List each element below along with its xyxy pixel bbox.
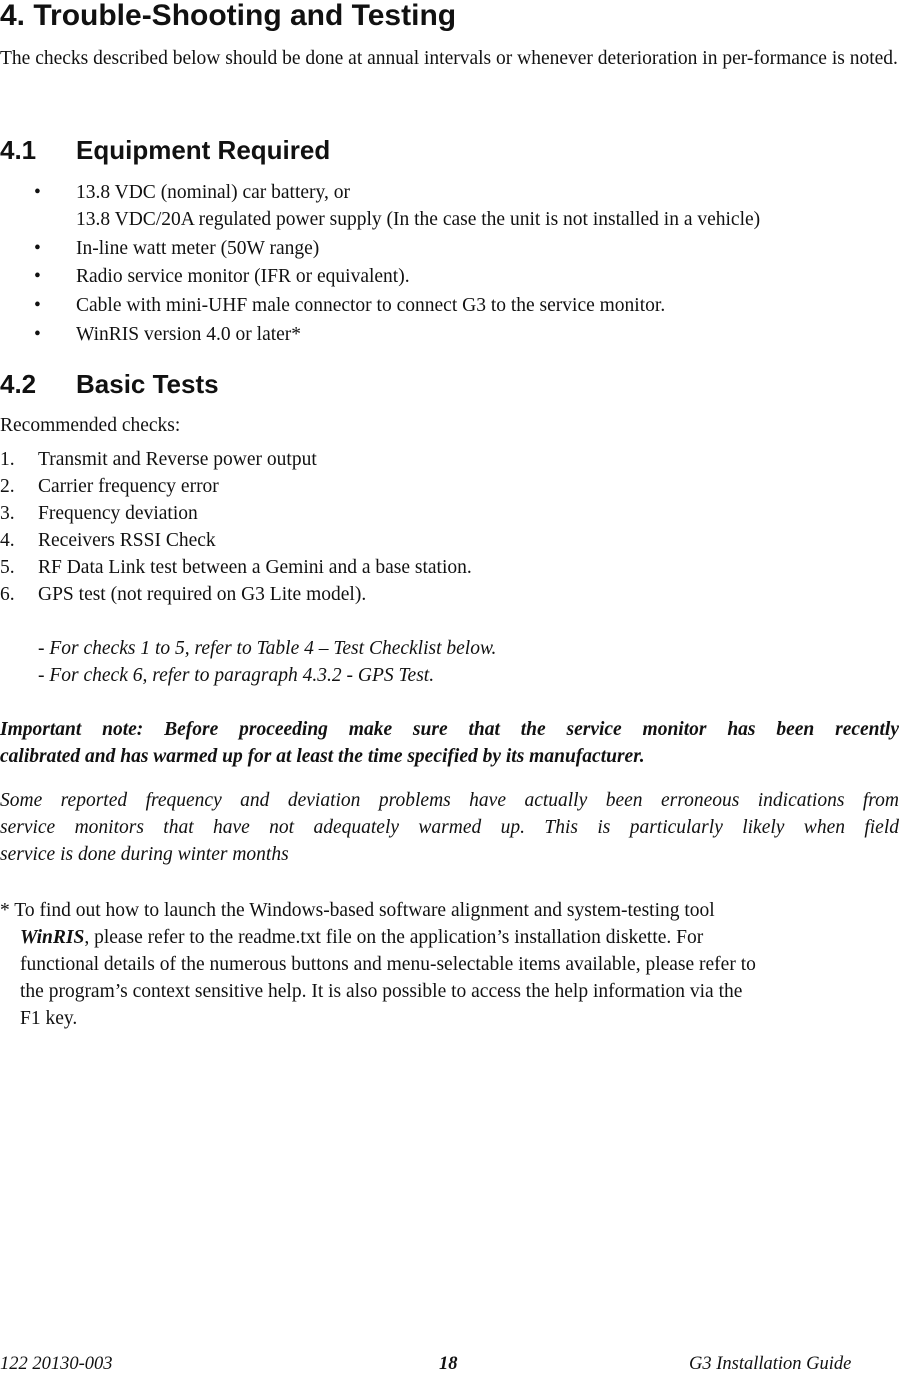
equipment-item-line: Cable with mini-UHF male connector to connect G3 to the service monitor. xyxy=(76,295,666,316)
page-title: 4. Trouble-Shooting and Testing xyxy=(0,0,457,32)
section-42-title: Basic Tests xyxy=(76,369,219,399)
check-number: 2. xyxy=(0,476,15,497)
section-42-heading xyxy=(0,368,219,400)
check-number: 5. xyxy=(0,557,15,578)
intro-paragraph xyxy=(0,45,899,72)
equipment-item-line: In-line watt meter (50W range) xyxy=(76,238,320,259)
important-note-line: Important note: Before proceeding make sure that the service monitor has been recently xyxy=(0,719,899,740)
footer-doc-number: 122 20130-003 xyxy=(0,1354,113,1374)
warmup-note-line: service is done during winter months xyxy=(0,844,289,865)
bullet-icon: • xyxy=(34,324,41,345)
check-item xyxy=(0,446,317,473)
footnote-line: the program’s context sensitive help. It is also possible to access the help information via the xyxy=(20,981,743,1002)
check-item xyxy=(0,500,198,527)
intro-text: The checks described below should be done at annual intervals or whenever deterioration in per-formance is noted. xyxy=(0,48,898,69)
footer-page-number: 18 xyxy=(439,1354,458,1374)
equipment-item-line: Radio service monitor (IFR or equivalent). xyxy=(76,266,410,287)
footer-guide-title: G3 Installation Guide xyxy=(689,1354,852,1374)
section-41-number: 4.1 xyxy=(0,135,37,165)
reference-note: - For checks 1 to 5, refer to Table 4 – Test Checklist below. xyxy=(38,638,497,659)
bullet-icon: • xyxy=(34,295,41,316)
section-41-title: Equipment Required xyxy=(76,135,331,165)
check-number: 6. xyxy=(0,584,15,605)
check-item xyxy=(0,473,219,500)
footnote-line: * To find out how to launch the Windows-based software alignment and system-testing tool xyxy=(0,900,715,921)
equipment-item-line: WinRIS version 4.0 or later* xyxy=(76,324,302,345)
warmup-note-line: Some reported frequency and deviation problems have actually been erroneous indications from xyxy=(0,790,899,811)
check-item xyxy=(0,554,472,581)
section-41-heading xyxy=(0,134,330,166)
section-42-number: 4.2 xyxy=(0,369,37,399)
equipment-item-line: 13.8 VDC/20A regulated power supply (In the case the unit is not installed in a vehicle) xyxy=(76,209,761,230)
winris-name: WinRIS xyxy=(20,927,85,948)
important-note-line: calibrated and has warmed up for at least the time specified by its manufacturer. xyxy=(0,746,645,767)
equipment-item-line: 13.8 VDC (nominal) car battery, or xyxy=(76,182,351,203)
bullet-icon: • xyxy=(34,238,41,259)
check-text: Carrier frequency error xyxy=(38,476,219,497)
footnote-line: functional details of the numerous buttons and menu-selectable items available, please refer to xyxy=(20,954,756,975)
check-text: Receivers RSSI Check xyxy=(38,530,216,551)
check-text: Frequency deviation xyxy=(38,503,198,524)
warmup-note-line: service monitors that have not adequately warmed up. This is particularly likely when field xyxy=(0,817,899,838)
check-item xyxy=(0,581,366,608)
bullet-icon: • xyxy=(34,266,41,287)
footnote-line xyxy=(20,924,703,951)
check-text: RF Data Link test between a Gemini and a base station. xyxy=(38,557,472,578)
bullet-icon: • xyxy=(34,182,41,203)
check-text: Transmit and Reverse power output xyxy=(38,449,317,470)
checks-lead: Recommended checks: xyxy=(0,415,181,436)
footnote-line: F1 key. xyxy=(20,1008,78,1029)
check-number: 3. xyxy=(0,503,15,524)
check-number: 1. xyxy=(0,449,15,470)
footnote-line-rest: , please refer to the readme.txt file on the application’s installation diskette. For xyxy=(84,927,704,948)
reference-note: - For check 6, refer to paragraph 4.3.2 - GPS Test. xyxy=(38,665,435,686)
check-number: 4. xyxy=(0,530,15,551)
check-text: GPS test (not required on G3 Lite model). xyxy=(38,584,367,605)
check-item xyxy=(0,527,216,554)
